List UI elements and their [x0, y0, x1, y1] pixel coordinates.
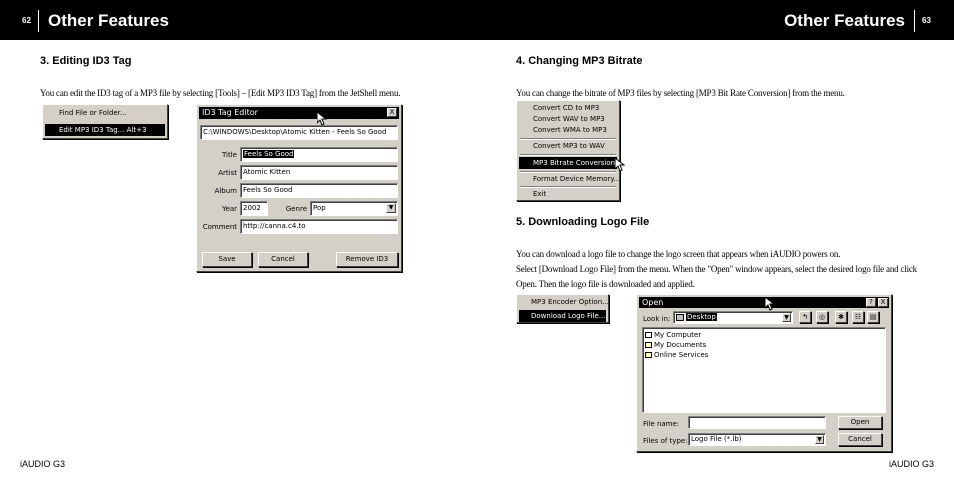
menu-item-mp3-to-wav[interactable]: Convert MP3 to WAV [533, 142, 605, 150]
mouse-cursor-icon [317, 112, 327, 126]
look-in-label: Look in: [643, 315, 671, 323]
encoder-menu[interactable] [516, 294, 609, 323]
details-view-icon[interactable]: ▤ [867, 311, 879, 323]
menu-item-bitrate-conversion[interactable]: MP3 Bitrate Conversion [519, 157, 617, 169]
genre-select[interactable] [310, 201, 398, 216]
converter-menu[interactable] [516, 100, 620, 201]
menu-item-cd-to-mp3[interactable]: Convert CD to MP3 [533, 104, 600, 112]
comment-label: Comment [202, 223, 237, 231]
header-divider-right [914, 10, 915, 32]
section3-text: You can edit the ID3 tag of a MP3 file by selecting [Tools] – [Edit MP3 ID3 Tag] from the JetShell menu. [40, 88, 401, 98]
genre-value: Pop [313, 204, 326, 212]
section5-heading: 5. Downloading Logo File [516, 216, 650, 228]
header-divider-left [38, 10, 39, 32]
cancel-button[interactable]: Cancel [258, 252, 308, 267]
new-folder-icon[interactable]: ✱ [835, 311, 847, 323]
look-in-value: Desktop [687, 313, 716, 321]
menu-separator [520, 154, 616, 156]
menu-item-edit-id3[interactable]: Edit MP3 ID3 Tag... Alt+3 [45, 124, 165, 136]
computer-icon [645, 332, 652, 338]
menu-item-wma-to-mp3[interactable]: Convert WMA to MP3 [533, 126, 607, 134]
files-of-type-value: Logo File (*.lb) [691, 435, 742, 443]
folder-icon [645, 352, 652, 358]
file-name-label: File name: [643, 420, 680, 428]
section3-heading: 3. Editing ID3 Tag [40, 55, 132, 67]
title-label: Title [221, 151, 237, 159]
menu-item-find-file[interactable]: Find File or Folder... [59, 109, 127, 117]
open-dialog-titlebar [639, 297, 889, 308]
right-page-number: 63 [922, 16, 931, 25]
year-field[interactable]: 2002 [240, 201, 268, 216]
file-item-my-documents[interactable]: My Documents [645, 340, 885, 350]
save-button[interactable]: Save [202, 252, 252, 267]
open-button[interactable]: Open [838, 416, 882, 429]
artist-field[interactable]: Atomic Kitten [240, 165, 398, 180]
open-dialog-title: Open [642, 298, 664, 307]
close-icon[interactable]: X [878, 298, 888, 307]
look-in-select[interactable] [673, 311, 793, 324]
menu-item-format-memory[interactable]: Format Device Memory... [533, 175, 621, 183]
file-item-online-services[interactable]: Online Services [645, 350, 885, 360]
file-item-my-computer[interactable]: My Computer [645, 330, 885, 340]
section5-text-line2: Select [Download Logo File] from the menu. When the "Open" window appears, select the desired logo file and click [516, 264, 917, 274]
album-label: Album [214, 187, 237, 195]
mouse-cursor-icon [765, 297, 775, 311]
id3-editor-dialog [196, 104, 402, 272]
artist-label: Artist [218, 169, 237, 177]
folder-icon [645, 342, 652, 348]
menu-item-exit[interactable]: Exit [533, 190, 547, 198]
year-label: Year [222, 205, 237, 213]
title-field[interactable] [240, 147, 398, 162]
genre-label: Genre [285, 205, 307, 213]
left-page-number: 62 [22, 16, 31, 25]
tools-menu[interactable] [42, 104, 168, 139]
file-name-input[interactable] [688, 416, 826, 429]
list-view-icon[interactable]: ☷ [852, 311, 864, 323]
remove-id3-button[interactable]: Remove ID3 [336, 252, 398, 267]
chevron-down-icon[interactable]: ▼ [815, 435, 824, 444]
file-list[interactable] [642, 327, 886, 413]
open-dialog [636, 294, 892, 452]
chevron-down-icon[interactable]: ▼ [386, 203, 396, 213]
id3-editor-titlebar [199, 107, 399, 119]
cancel-button[interactable]: Cancel [838, 433, 882, 446]
album-field[interactable]: Feels So Good [240, 183, 398, 198]
section4-text: You can change the bitrate of MP3 files by selecting [MP3 Bit Rate Conversion] from the menu. [516, 88, 845, 98]
right-page-title: Other Features [784, 11, 905, 30]
up-folder-icon[interactable]: ↰ [799, 311, 811, 323]
chevron-down-icon[interactable]: ▼ [782, 313, 791, 322]
help-icon[interactable]: ? [866, 298, 876, 307]
footer-right: iAUDIO G3 [888, 459, 934, 469]
desktop-nav-icon[interactable]: ◎ [816, 311, 828, 323]
section5-text-line3: Open. Then the logo file is downloaded and applied. [516, 279, 695, 289]
files-of-type-select[interactable] [688, 433, 826, 446]
footer-left: iAUDIO G3 [20, 459, 66, 469]
close-icon[interactable]: X [387, 108, 397, 117]
mouse-cursor-icon [615, 158, 625, 172]
header-bar [0, 0, 954, 40]
menu-item-encoder-option[interactable]: MP3 Encoder Option... [531, 298, 609, 306]
section5-text-line1: You can download a logo file to change the logo screen that appears when iAUDIO powers on. [516, 249, 841, 259]
comment-field[interactable]: http://canna.c4.to [240, 219, 398, 234]
id3-editor-title: ID3 Tag Editor [202, 108, 258, 117]
files-of-type-label: Files of type: [643, 437, 688, 445]
menu-item-download-logo[interactable]: Download Logo File... [519, 310, 606, 322]
section4-heading: 4. Changing MP3 Bitrate [516, 55, 643, 67]
title-value: Feels So Good [244, 150, 294, 158]
left-page-title: Other Features [48, 11, 169, 30]
desktop-icon [676, 314, 684, 321]
id3-file-path: C:\WINDOWS\Desktop\Atomic Kitten - Feels So Good [200, 125, 398, 140]
menu-item-wav-to-mp3[interactable]: Convert WAV to MP3 [533, 115, 605, 123]
